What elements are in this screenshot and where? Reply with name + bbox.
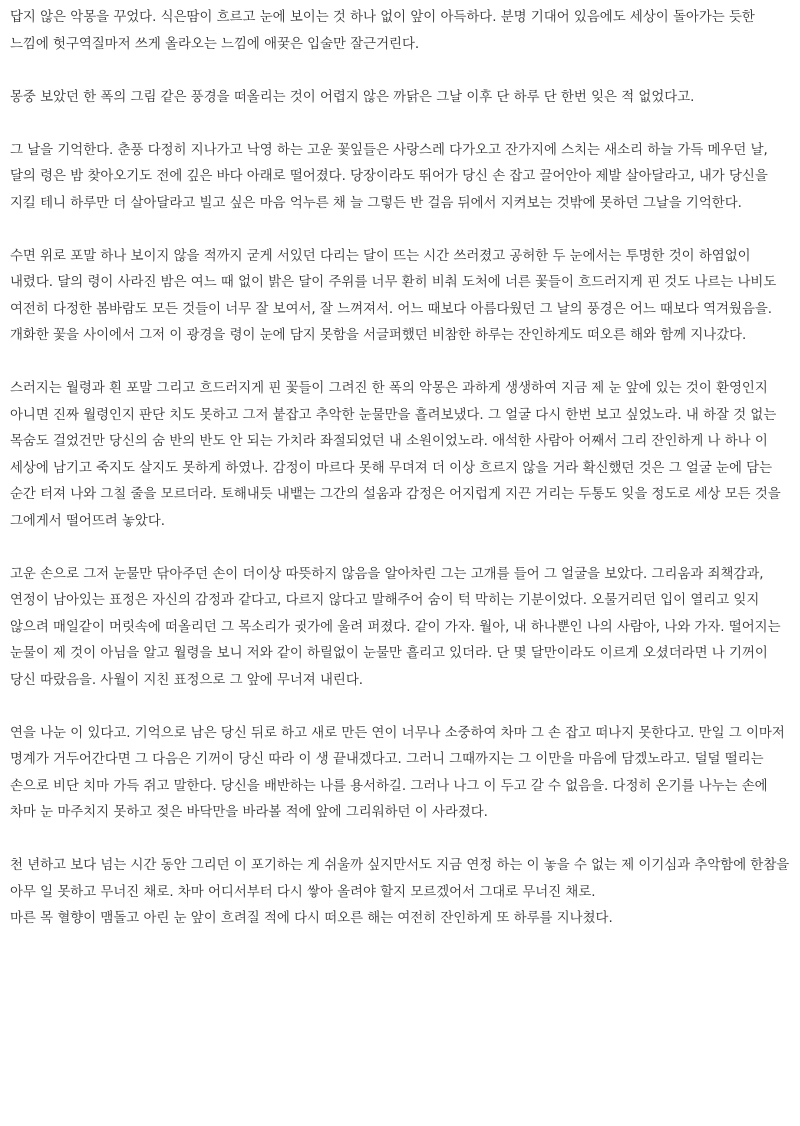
paragraph-8: 천 년하고 보다 넘는 시간 동안 그리던 이 포기하는 게 쉬울까 싶지만서도 지금 연정 하는 이 놓을 수 없는 제 이기심과 추악함에 한참을 아무 일 못하고 무너진 채로. 차마 어디서부터 다시 쌓아 올려야 할지 모르겠어서 그대로 무너진 채로. <box>10 858 790 900</box>
paragraph-9: 마른 목 혈향이 맴돌고 아린 눈 앞이 흐려질 적에 다시 떠오른 해는 여전히 잔인하게 또 하루를 지나쳤다. <box>10 911 613 926</box>
paragraph-2: 몽중 보았던 한 폭의 그림 같은 풍경을 떠올리는 것이 어렵지 않은 까닭은 그날 이후 단 하루 단 한번 잊은 적 없었다고. <box>10 89 695 105</box>
document-body <box>10 5 790 933</box>
paragraph-6: 고운 손으로 그저 눈물만 닦아주던 손이 더이상 따뜻하지 않음을 알아차린 그는 고개를 들어 그 얼굴을 보았다. 그리움과 죄책감과, 연정이 남아있는 표정은 자신의 감정과 같다고, 다르지 않다고 말해주어 숨이 턱 막히는 기분이었다. 오물거리던 입이 열리고 잊지 않으려 매일같이 머릿속에 떠올리던 그 목소리가 귓가에 울려 퍼졌다. 같이 가자. 월아, 내 하나뿐인 나의 사람아, 나와 가자. 떨어지는 눈물이 제 것이 아님을 알고 월령을 보니 저와 같이 하릴없이 눈물만 흘리고 있더라. 단 몇 달만이라도 이르게 오셨더라면 나 기꺼이 당신 따랐음을. 사월이 지친 표정으로 그 앞에 무너져 내린다. <box>10 566 781 688</box>
paragraph-5: 스러지는 월령과 흰 포말 그리고 흐드러지게 핀 꽃들이 그려진 한 폭의 악몽은 과하게 생생하여 지금 제 눈 앞에 있는 것이 환영인지 아니면 진짜 월령인지 판단 치도 못하고 그저 붙잡고 추악한 눈물만을 흘려보냈다. 그 얼굴 다시 한번 보고 싶었노라. 내 하잘 것 없는 목숨도 걸었건만 당신의 숨 반의 반도 안 되는 가치라 좌절되었던 내 소원이었노라. 애석한 사람아 어째서 그리 잔인하게 나 하나 이 세상에 남기고 죽지도 살지도 못하게 하였나. 감정이 마르다 못해 무뎌져 더 이상 흐르지 않을 거라 확신했던 것은 그 얼굴 눈에 담는 순간 터져 나와 그칠 줄을 모르더라. 토해내듯 내뱉는 그간의 설움과 감정은 어지럽게 지끈 거리는 두통도 잊을 정도로 세상 모든 것을 그에게서 떨어뜨려 놓았다. <box>10 381 781 529</box>
paragraph-4: 수면 위로 포말 하나 보이지 않을 적까지 굳게 서있던 다리는 달이 뜨는 시간 쓰러졌고 공허한 두 눈에서는 투명한 것이 하염없이 내렸다. 달의 령이 사라진 밤은 여느 때 없이 밝은 달이 주위를 너무 환히 비춰 도처에 너른 꽃들이 흐드러지게 핀 것도 나르는 나비도 여전히 다정한 봄바람도 모든 것들이 너무 잘 보여서, 잘 느껴져서. 어느 때보다 아름다웠던 그 날의 풍경은 어느 때보다 역겨웠음을. 개화한 꽃을 사이에서 그저 이 광경을 령이 눈에 담지 못함을 서글퍼했던 비참한 하루는 잔인하게도 떠오른 해와 함께 지나갔다. <box>10 248 777 343</box>
paragraph-3: 그 날을 기억한다. 춘풍 다정히 지나가고 낙영 하는 고운 꽃잎들은 사랑스레 다가오고 잔가지에 스치는 새소리 하늘 가득 메우던 날, 달의 령은 밤 찾아오기도 전에 깊은 바다 아래로 떨어졌다. 당장이라도 뛰어가 당신 손 잡고 끌어안아 제발 살아달라고, 내가 당신을 지킬 테니 하루만 더 살아달라고 빌고 싶은 마음 억누른 채 늘 그렇든 반 걸음 뒤에서 지켜보는 것밖에 못하던 그날을 기억한다. <box>10 142 768 211</box>
paragraph-7: 연을 나눈 이 있다고. 기억으로 남은 당신 뒤로 하고 새로 만든 연이 너무나 소중하여 차마 그 손 잡고 떠나지 못한다고. 만일 그 이마저 명계가 거두어간다면 그 다음은 기꺼이 당신 따라 이 생 끝내겠다고. 그러니 그때까지는 그 이만을 마음에 담겠노라고. 덜덜 떨리는 손으로 비단 치마 가득 쥐고 말한다. 당신을 배반하는 나를 용서하길. 그러나 나그 이 두고 갈 수 없음을. 다정히 온기를 나누는 손에 차마 눈 마주치지 못하고 젖은 바닥만을 바라볼 적에 앞에 그리워하던 이 사라졌다. <box>10 725 785 820</box>
paragraph-1: 답지 않은 악몽을 꾸었다. 식은땀이 흐르고 눈에 보이는 것 하나 없이 앞이 아득하다. 분명 기대어 있음에도 세상이 돌아가는 듯한 느낌에 헛구역질마저 쓰게 올라오는 느낌에 애꿎은 입술만 잘근거린다. <box>10 10 755 52</box>
